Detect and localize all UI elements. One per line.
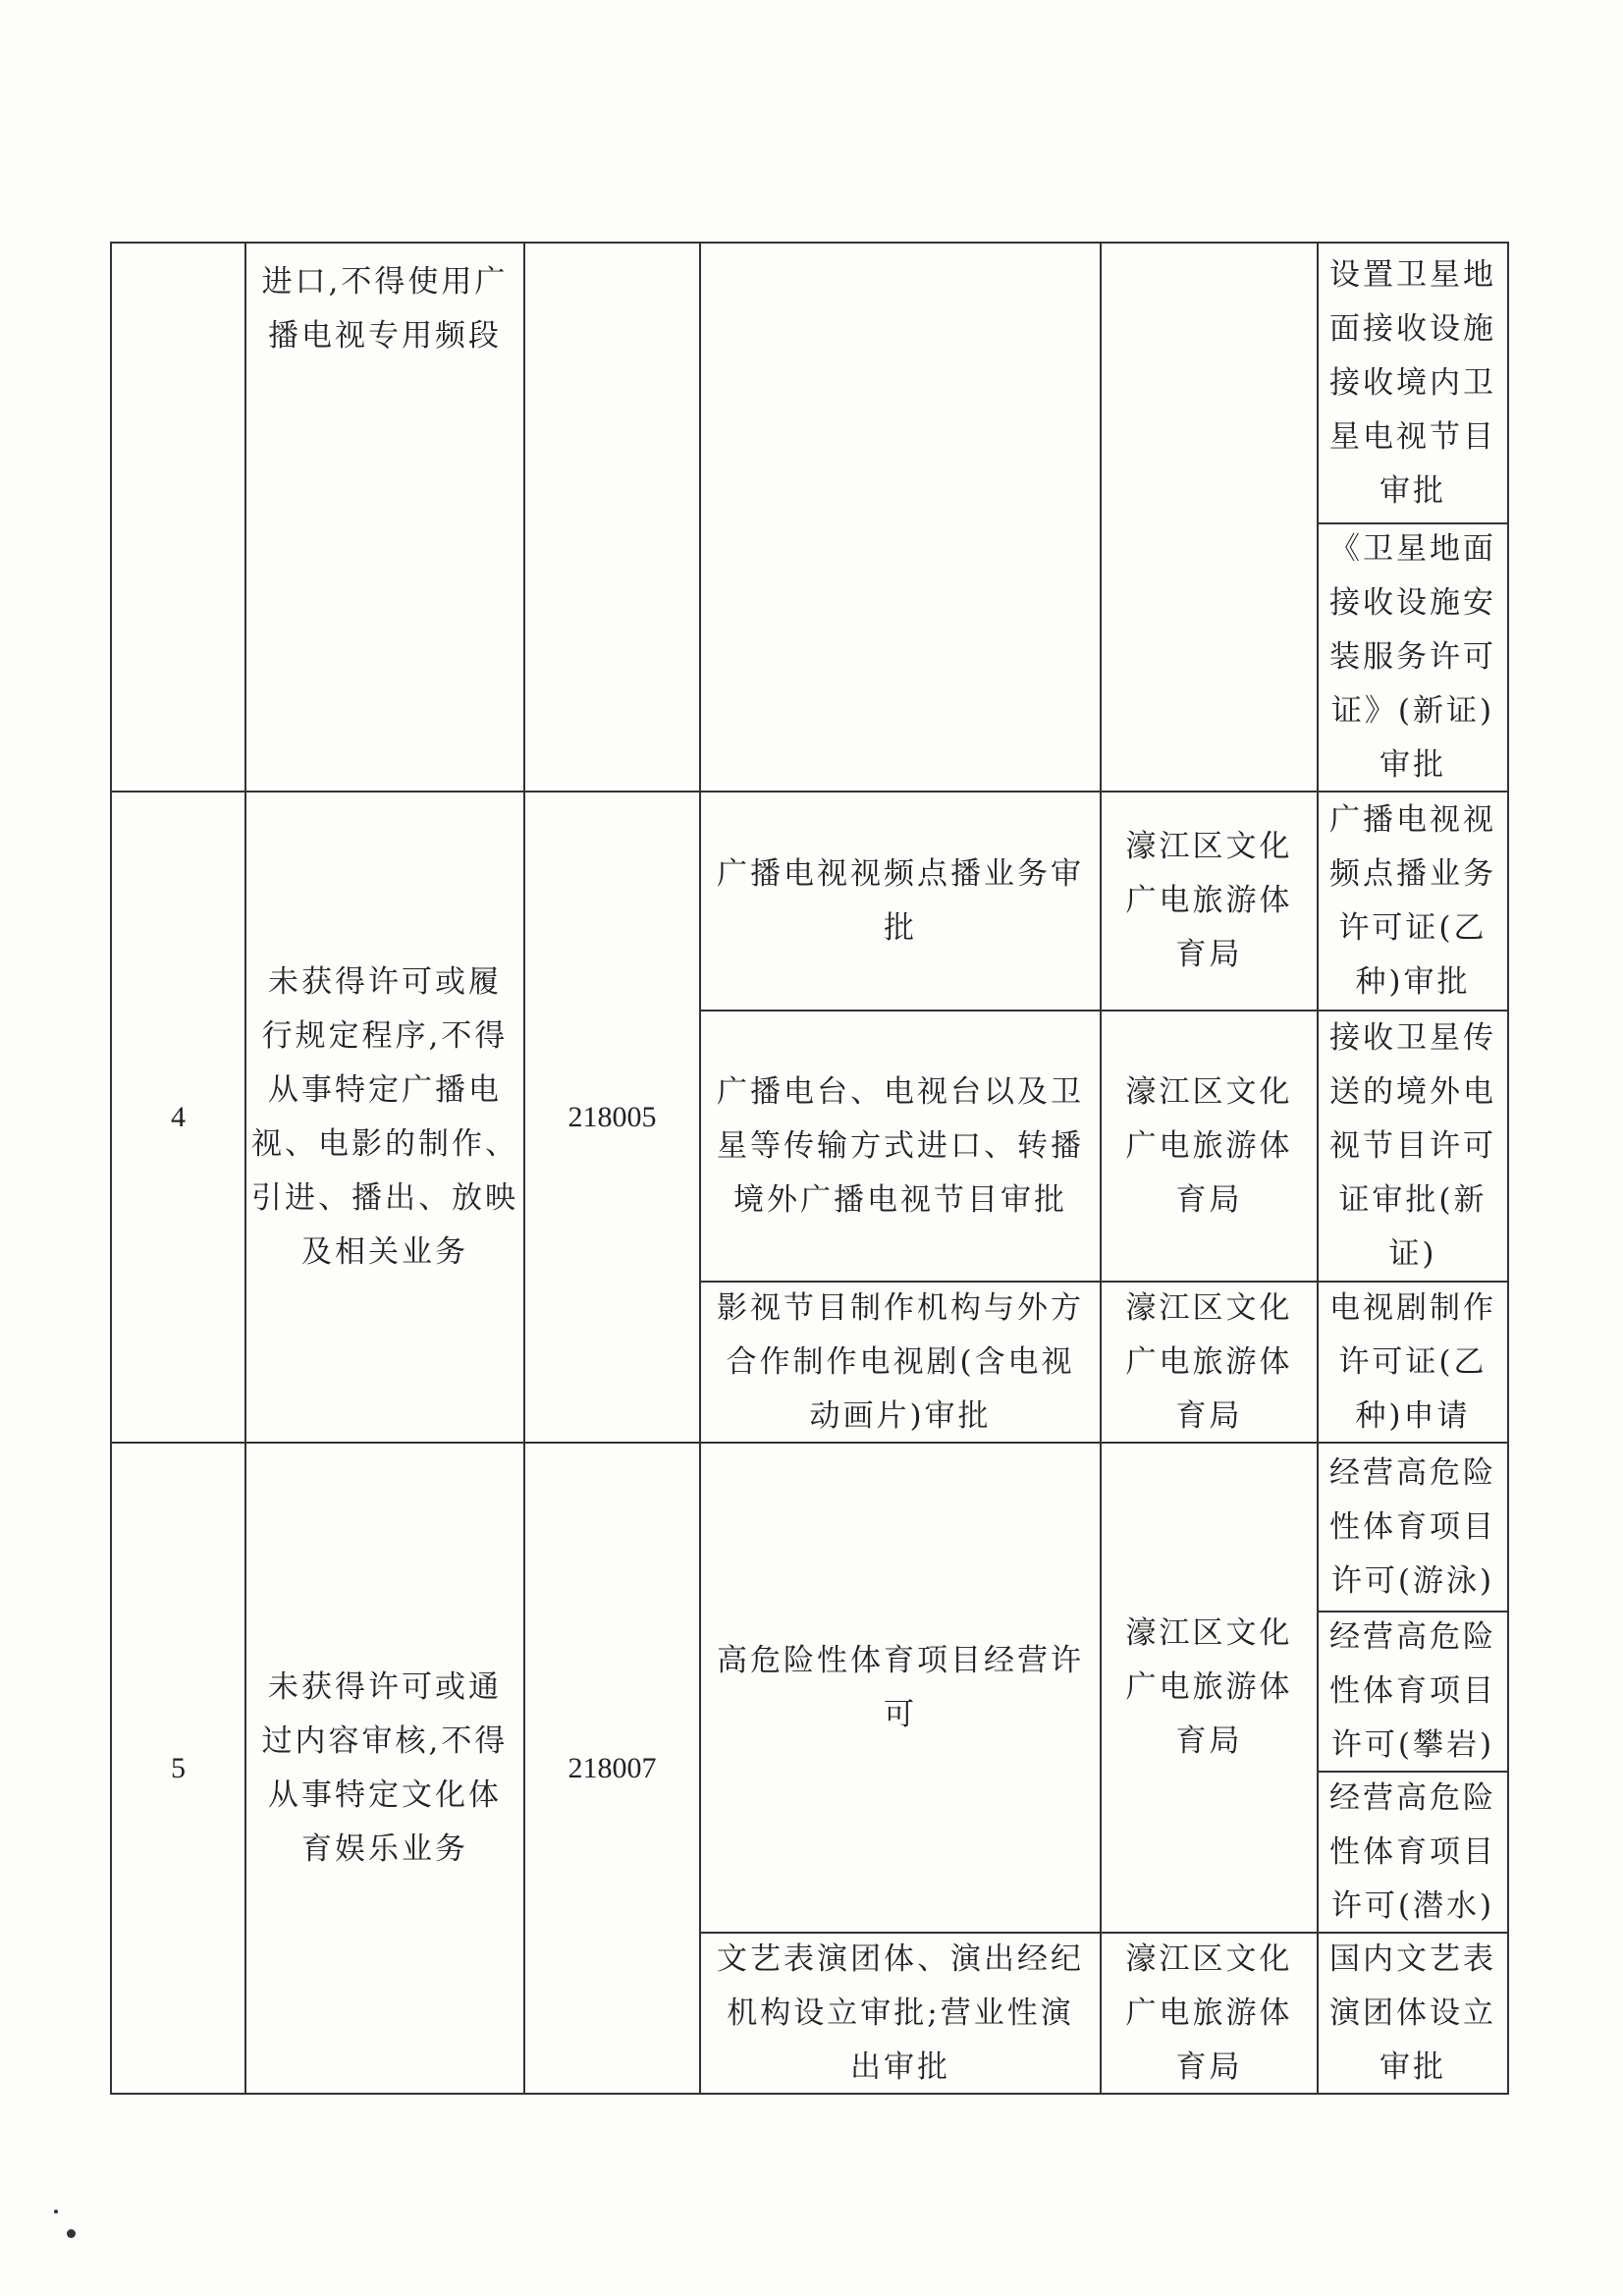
dept-cell: 濠江区文化 广电旅游体 育局: [1100, 791, 1319, 1011]
item-cell: 影视节目制作机构与外方 合作制作电视剧(含电视 动画片)审批: [699, 1281, 1102, 1444]
cont-index-cell: [110, 242, 246, 793]
license-cell: 广播电视视 频点播业务 许可证(乙 种)审批: [1317, 791, 1509, 1011]
dept-cell: 濠江区文化 广电旅游体 育局: [1100, 1932, 1319, 2095]
cont-dept-cell: [1100, 242, 1319, 793]
scan-speck: [54, 2210, 58, 2214]
license-cell: 经营高危险 性体育项目 许可(游泳): [1317, 1442, 1509, 1613]
license-cell: 国内文艺表 演团体设立 审批: [1317, 1932, 1509, 2095]
scan-speck: [67, 2229, 76, 2238]
cont-matter-cell: 进口,不得使用广 播电视专用频段: [244, 242, 525, 793]
dept-cell: 濠江区文化 广电旅游体 育局: [1100, 1281, 1319, 1444]
cont-license-cell: 《卫星地面 接收设施安 装服务许可 证》(新证) 审批: [1317, 522, 1509, 793]
cont-license-cell: 设置卫星地 面接收设施 接收境内卫 星电视节目 审批: [1317, 242, 1509, 524]
dept-cell: 濠江区文化 广电旅游体 育局: [1100, 1010, 1319, 1283]
cont-item-cell: [699, 242, 1102, 793]
license-cell: 接收卫星传 送的境外电 视节目许可 证审批(新 证): [1317, 1010, 1509, 1283]
item-cell: 文艺表演团体、演出经纪 机构设立审批;营业性演 出审批: [699, 1932, 1102, 2095]
license-cell: 经营高危险 性体育项目 许可(攀岩): [1317, 1611, 1509, 1773]
row-index: 5: [110, 1442, 246, 2095]
dept-cell: 濠江区文化 广电旅游体 育局: [1100, 1442, 1319, 1934]
row-index: 4: [110, 791, 246, 1444]
item-cell: 广播电视视频点播业务审 批: [699, 791, 1102, 1011]
license-cell: 经营高危险 性体育项目 许可(潜水): [1317, 1771, 1509, 1934]
item-cell: 广播电台、电视台以及卫 星等传输方式进口、转播 境外广播电视节目审批: [699, 1010, 1102, 1283]
row-code: 218005: [523, 791, 701, 1444]
row-code: 218007: [523, 1442, 701, 2095]
row-matter: 未获得许可或通 过内容审核,不得 从事特定文化体 育娱乐业务: [244, 1442, 525, 2095]
item-cell: 高危险性体育项目经营许 可: [699, 1442, 1102, 1934]
cont-code-cell: [523, 242, 701, 793]
license-cell: 电视剧制作 许可证(乙 种)申请: [1317, 1281, 1509, 1444]
row-matter: 未获得许可或履 行规定程序,不得 从事特定广播电 视、电影的制作、 引进、播出、放映 及相关业务: [244, 791, 525, 1444]
